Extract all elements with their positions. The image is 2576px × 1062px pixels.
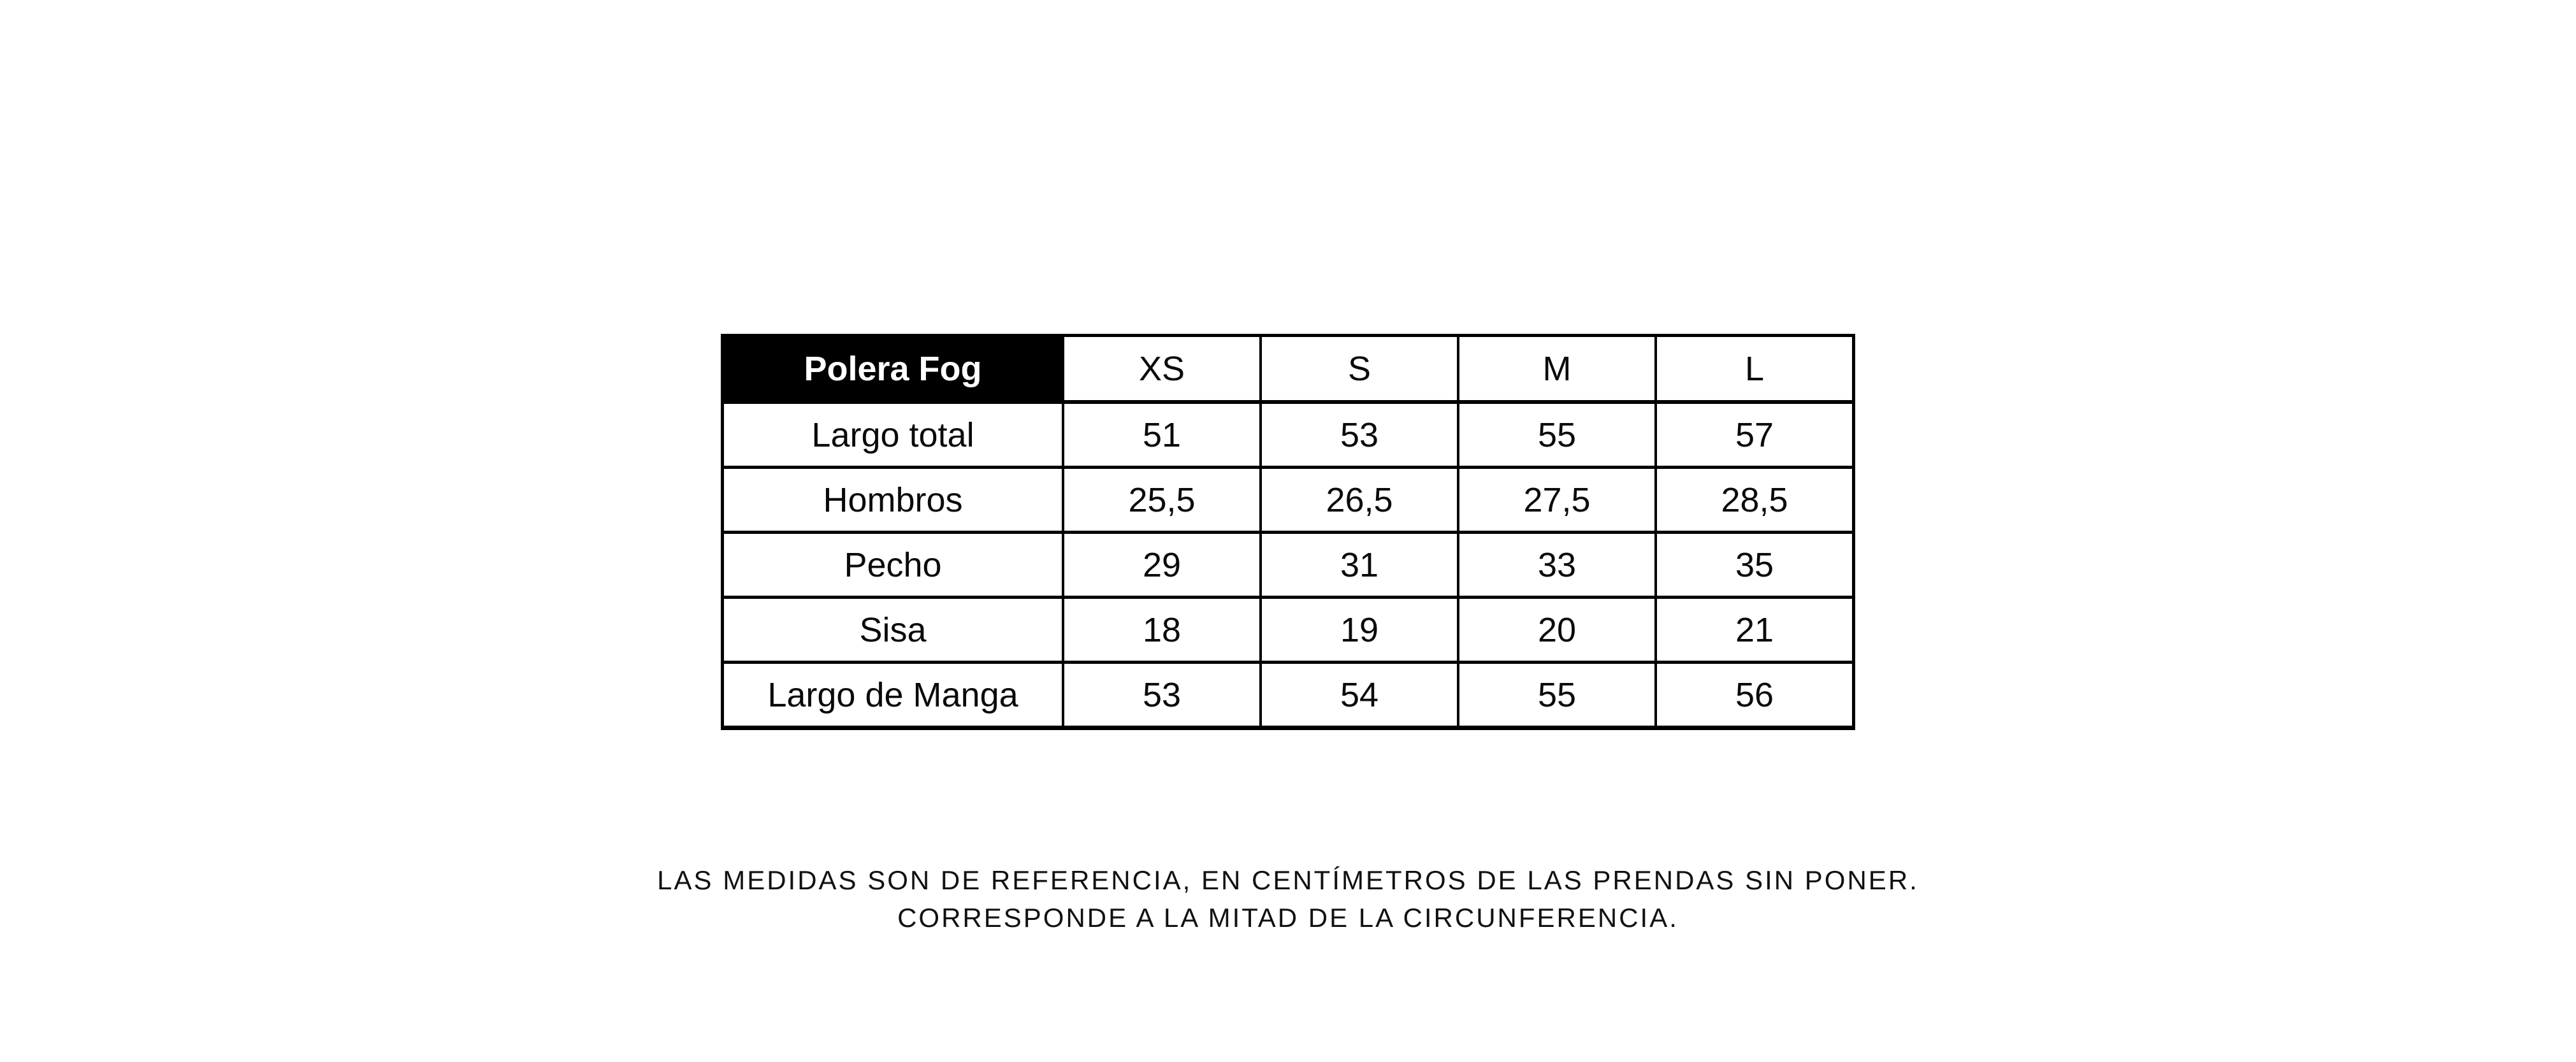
size-chart	[721, 334, 1855, 730]
row-label-cell: Pecho	[723, 533, 1064, 598]
value-cell: 33	[1458, 533, 1656, 598]
value-cell: 53	[1261, 402, 1458, 468]
value-cell: 53	[1063, 663, 1261, 728]
size-header-cell-m: M	[1458, 336, 1656, 403]
value-cell: 51	[1063, 402, 1261, 468]
table-row-sisa	[723, 598, 1854, 663]
row-label-cell: Largo de Manga	[723, 663, 1064, 728]
value-cell: 35	[1656, 533, 1854, 598]
value-cell: 55	[1458, 402, 1656, 468]
value-cell: 29	[1063, 533, 1261, 598]
value-cell: 28,5	[1656, 468, 1854, 533]
value-cell: 21	[1656, 598, 1854, 663]
table-row-pecho	[723, 533, 1854, 598]
measurement-note-line-1: LAS MEDIDAS SON DE REFERENCIA, EN CENTÍMETROS DE LAS PRENDAS SIN PONER.	[657, 865, 1919, 895]
row-label-cell: Sisa	[723, 598, 1064, 663]
value-cell: 56	[1656, 663, 1854, 728]
measurement-note	[0, 861, 2576, 936]
table-row-largo-total	[723, 402, 1854, 468]
value-cell: 54	[1261, 663, 1458, 728]
value-cell: 19	[1261, 598, 1458, 663]
measurement-note-line-2: CORRESPONDE A LA MITAD DE LA CIRCUNFERENCIA.	[897, 903, 1679, 933]
value-cell: 26,5	[1261, 468, 1458, 533]
value-cell: 55	[1458, 663, 1656, 728]
size-header-cell-l: L	[1656, 336, 1854, 403]
value-cell: 20	[1458, 598, 1656, 663]
row-label-cell: Hombros	[723, 468, 1064, 533]
value-cell: 27,5	[1458, 468, 1656, 533]
product-title-cell: Polera Fog	[723, 336, 1064, 403]
value-cell: 57	[1656, 402, 1854, 468]
table-row-hombros	[723, 468, 1854, 533]
row-label-cell: Largo total	[723, 402, 1064, 468]
value-cell: 31	[1261, 533, 1458, 598]
table-row-largo-de-manga	[723, 663, 1854, 728]
size-chart-table	[721, 334, 1855, 730]
size-header-cell-xs: XS	[1063, 336, 1261, 403]
header-row	[723, 336, 1854, 403]
value-cell: 18	[1063, 598, 1261, 663]
value-cell: 25,5	[1063, 468, 1261, 533]
size-header-cell-s: S	[1261, 336, 1458, 403]
